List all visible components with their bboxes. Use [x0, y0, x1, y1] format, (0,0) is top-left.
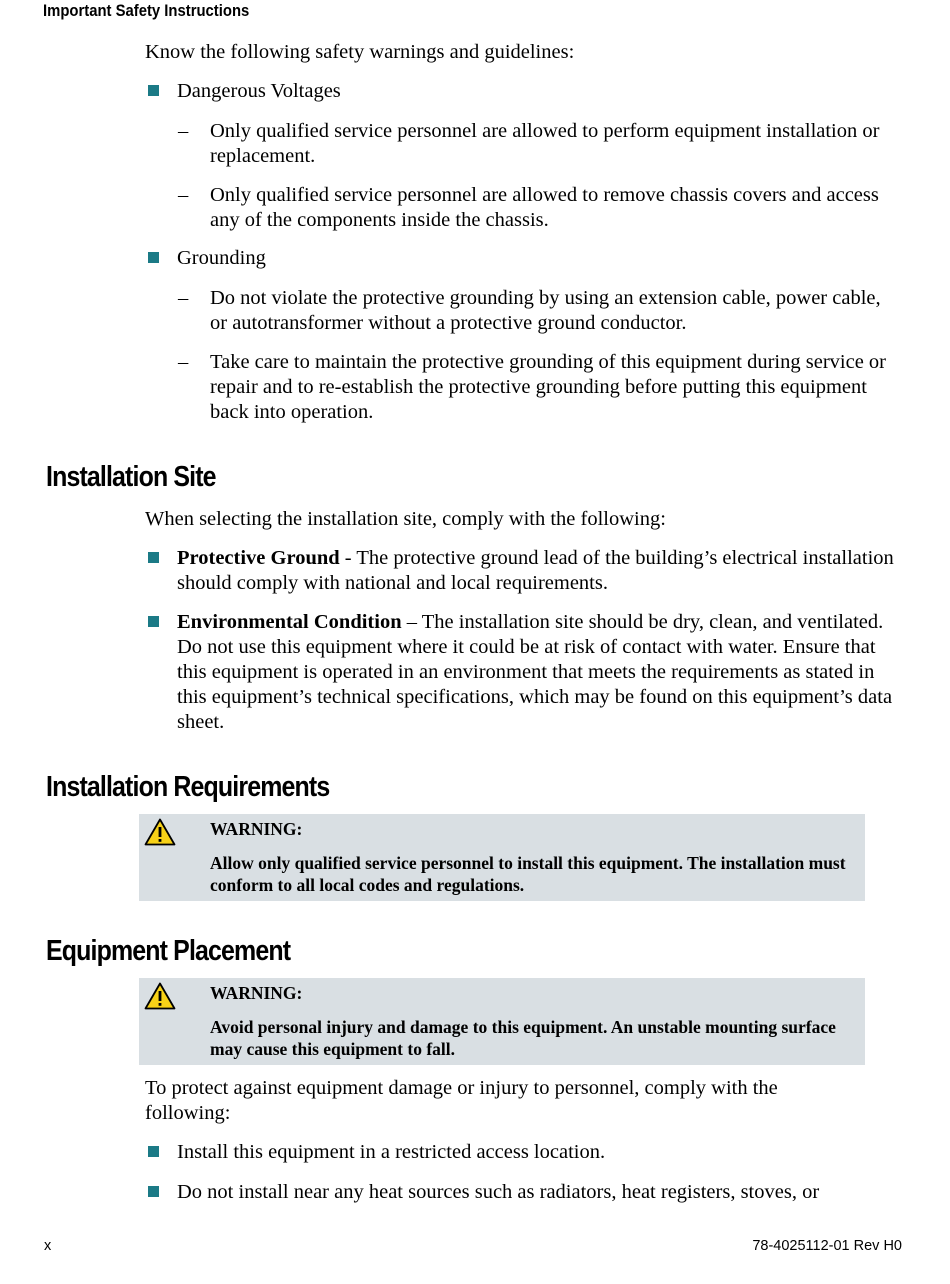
square-bullet-icon	[148, 85, 159, 96]
square-bullet-icon	[148, 1186, 159, 1197]
intro-text: Know the following safety warnings and guidelines:	[145, 41, 575, 63]
warning-title: WARNING:	[210, 819, 303, 839]
section-heading-equipment-placement: Equipment Placement	[46, 935, 291, 967]
list-item-text: Do not install near any heat sources such as radiators, heat registers, stoves, or	[177, 1181, 820, 1203]
warning-text: Allow only qualified service personnel to install this equipment. The installation must conform to all local codes and regulations.	[210, 853, 846, 895]
warning-text: Avoid personal injury and damage to this equipment. An unstable mounting surface may cause this equipment to fall.	[210, 1017, 836, 1059]
list-item-text: Install this equipment in a restricted access location.	[177, 1141, 606, 1163]
dash-bullet-icon: –	[178, 351, 189, 373]
section-intro: When selecting the installation site, comply with the following:	[145, 508, 666, 530]
term-separator: –	[401, 611, 422, 633]
running-header: Important Safety Instructions	[43, 2, 250, 20]
square-bullet-icon	[148, 552, 159, 563]
dash-bullet-icon: –	[178, 120, 189, 142]
dash-bullet-icon: –	[178, 287, 189, 309]
list-item-text	[177, 546, 897, 596]
section-heading-installation-site: Installation Site	[46, 461, 216, 493]
sub-list-item-text: Only qualified service personnel are allowed to remove chassis covers and access any of the components inside the chassis.	[210, 184, 879, 231]
warning-triangle-icon	[144, 818, 176, 846]
term-description: The installation site should be dry, clean, and ventilated. Do not use this equipment where it could be at risk of contact with water. Ensure that this equipment is operated in an environment that meets the requirements as stated in this equipment’s technical specifications, which may be found on this equipment’s data sheet.	[177, 611, 893, 733]
warning-box	[139, 814, 865, 901]
warning-title: WARNING:	[210, 983, 303, 1003]
sub-list-item-text: Only qualified service personnel are allowed to perform equipment installation or replacement.	[210, 120, 880, 167]
dash-bullet-icon: –	[178, 184, 189, 206]
term-separator: -	[339, 547, 357, 569]
sub-list-item-text: Do not violate the protective grounding by using an extension cable, power cable, or autotransformer without a protective ground conductor.	[210, 287, 881, 334]
document-id: 78-4025112-01 Rev H0	[752, 1238, 902, 1254]
page-number: x	[44, 1238, 52, 1254]
term-label: Protective Ground	[177, 547, 340, 569]
square-bullet-icon	[148, 252, 159, 263]
sub-list-item-text: Take care to maintain the protective grounding of this equipment during service or repair and to re-establish the protective grounding before putting this equipment back into operation.	[210, 351, 886, 423]
list-item-label: Grounding	[177, 247, 266, 269]
list-item-label: Dangerous Voltages	[177, 80, 341, 102]
list-item-text	[177, 610, 897, 735]
section-intro: To protect against equipment damage or injury to personnel, comply with the following:	[145, 1077, 778, 1124]
term-description: The protective ground lead of the building’s electrical installation should comply with national and local requirements.	[177, 547, 894, 594]
section-heading-installation-requirements: Installation Requirements	[46, 771, 330, 803]
term-label: Environmental Condition	[177, 611, 402, 633]
warning-box	[139, 978, 865, 1065]
square-bullet-icon	[148, 616, 159, 627]
square-bullet-icon	[148, 1146, 159, 1157]
warning-triangle-icon	[144, 982, 176, 1010]
